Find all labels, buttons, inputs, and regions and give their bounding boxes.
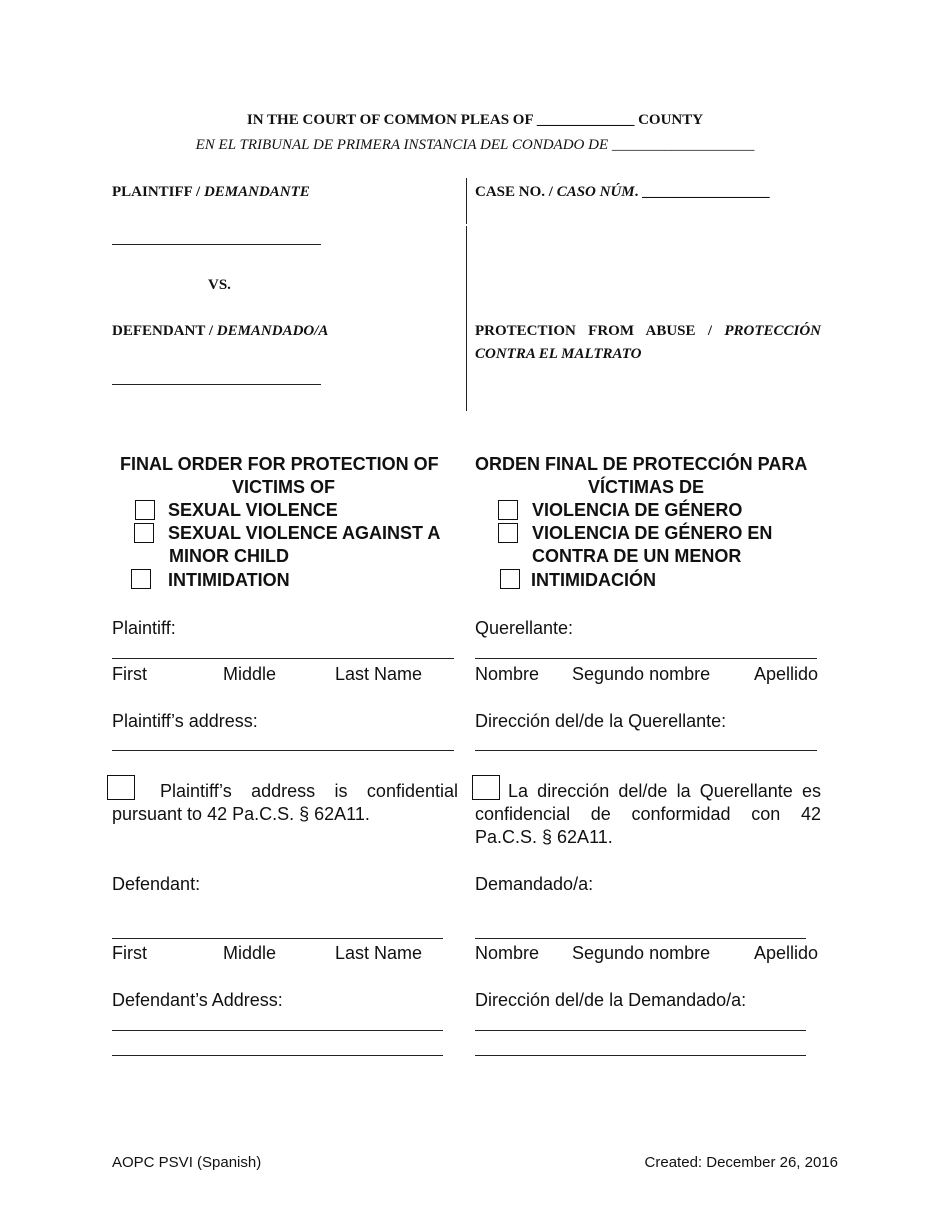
querellante-label: Querellante:	[475, 618, 574, 638]
violencia-genero-menor-checkbox[interactable]	[498, 523, 518, 543]
violencia-genero-menor-label-2: CONTRA DE UN MENOR	[532, 546, 742, 566]
caption-divider-top	[466, 178, 467, 224]
plaintiff-name-field[interactable]	[112, 658, 454, 659]
intimidacion-label: INTIMIDACIÓN	[531, 570, 656, 590]
demandado-label: Demandado/a:	[475, 874, 594, 894]
pfa-caption-es-1: PROTECCIÓN	[724, 323, 821, 339]
demandado-address-field-2[interactable]	[475, 1055, 806, 1056]
defendant-first-label: First	[112, 943, 147, 963]
confidential-text-1: Plaintiff’s address is confidential	[160, 781, 458, 801]
demandado-address-label: Dirección del/de la Demandado/a:	[475, 990, 747, 1010]
segundo-nombre-label: Segundo nombre	[572, 664, 711, 684]
plaintiff-address-field[interactable]	[112, 750, 454, 751]
case-number	[475, 184, 770, 201]
intimidacion-checkbox[interactable]	[500, 569, 520, 589]
intimidation-checkbox[interactable]	[131, 569, 151, 589]
plaintiff-caption	[112, 184, 310, 201]
defendant-last-label: Last Name	[335, 943, 423, 963]
pfa-caption-es-2: CONTRA EL MALTRATO	[475, 346, 642, 362]
querellante-address-label: Dirección del/de la Querellante:	[475, 711, 727, 731]
confidencial-text-1: La dirección del/de la Querellante es	[508, 781, 821, 801]
violencia-genero-label: VIOLENCIA DE GÉNERO	[532, 500, 743, 520]
querellante-name-field[interactable]	[475, 658, 817, 659]
querellante-address-field[interactable]	[475, 750, 817, 751]
defendant-caption-en: DEFENDANT /	[112, 323, 217, 339]
sexual-violence-minor-label-1: SEXUAL VIOLENCE AGAINST A	[168, 523, 441, 543]
case-number-blank[interactable]: . _________________	[634, 184, 770, 200]
demandado-segundo-nombre-label: Segundo nombre	[572, 943, 711, 963]
order-title-en-2: VICTIMS OF	[232, 477, 335, 497]
plaintiff-label: Plaintiff:	[112, 618, 176, 638]
court-title-en: IN THE COURT OF COMMON PLEAS OF _____________ COUNTY	[246, 112, 704, 128]
demandado-nombre-label: Nombre	[475, 943, 540, 963]
defendant-label: Defendant:	[112, 874, 201, 894]
defendant-address-label: Defendant’s Address:	[112, 990, 283, 1010]
plaintiff-caption-es: DEMANDANTE	[203, 184, 310, 200]
middle-name-label: Middle	[223, 664, 277, 684]
form-id: AOPC PSVI (Spanish)	[112, 1154, 262, 1171]
case-number-es: CASO NÚM	[556, 184, 635, 200]
defendant-middle-label: Middle	[223, 943, 277, 963]
case-number-en: CASE NO. /	[475, 184, 557, 200]
nombre-label: Nombre	[475, 664, 540, 684]
demandado-name-field[interactable]	[475, 938, 806, 939]
apellido-label: Apellido	[754, 664, 819, 684]
address-confidential-checkbox[interactable]	[107, 775, 135, 800]
defendant-name-field[interactable]	[112, 938, 443, 939]
last-name-label: Last Name	[335, 664, 423, 684]
demandado-apellido-label: Apellido	[754, 943, 819, 963]
confidencial-text-3: Pa.C.S. § 62A11.	[475, 827, 613, 847]
first-name-label: First	[112, 664, 147, 684]
versus-label: VS.	[208, 277, 231, 293]
sexual-violence-label: SEXUAL VIOLENCE	[168, 500, 338, 520]
court-title-es: EN EL TRIBUNAL DE PRIMERA INSTANCIA DEL CONDADO DE ___________________	[195, 137, 755, 153]
defendant-name-line[interactable]	[112, 384, 321, 385]
confidential-text-2: pursuant to 42 Pa.C.S. § 62A11.	[112, 804, 370, 824]
order-title-en-1: FINAL ORDER FOR PROTECTION OF	[120, 454, 439, 474]
intimidation-label: INTIMIDATION	[168, 570, 290, 590]
defendant-caption	[112, 323, 328, 340]
direccion-confidencial-checkbox[interactable]	[472, 775, 500, 800]
confidencial-text-2: confidencial de conformidad con 42	[475, 804, 821, 824]
defendant-caption-es: DEMANDADO/A	[216, 323, 329, 339]
sexual-violence-checkbox[interactable]	[135, 500, 155, 520]
sexual-violence-minor-checkbox[interactable]	[134, 523, 154, 543]
caption-divider	[466, 226, 467, 411]
created-date: Created: December 26, 2016	[644, 1154, 838, 1171]
pfa-caption-en: PROTECTION FROM ABUSE /	[475, 323, 725, 339]
defendant-address-field-2[interactable]	[112, 1055, 443, 1056]
order-title-es-1: ORDEN FINAL DE PROTECCIÓN PARA	[475, 454, 808, 474]
pfa-caption-line1	[475, 323, 821, 340]
order-title-es-2: VÍCTIMAS DE	[588, 477, 705, 497]
violencia-genero-menor-label-1: VIOLENCIA DE GÉNERO EN	[532, 523, 773, 543]
sexual-violence-minor-label-2: MINOR CHILD	[169, 546, 289, 566]
plaintiff-name-line[interactable]	[112, 244, 321, 245]
demandado-address-field-1[interactable]	[475, 1030, 806, 1031]
plaintiff-address-label: Plaintiff’s address:	[112, 711, 258, 731]
plaintiff-caption-en: PLAINTIFF /	[112, 184, 204, 200]
defendant-address-field-1[interactable]	[112, 1030, 443, 1031]
violencia-genero-checkbox[interactable]	[498, 500, 518, 520]
